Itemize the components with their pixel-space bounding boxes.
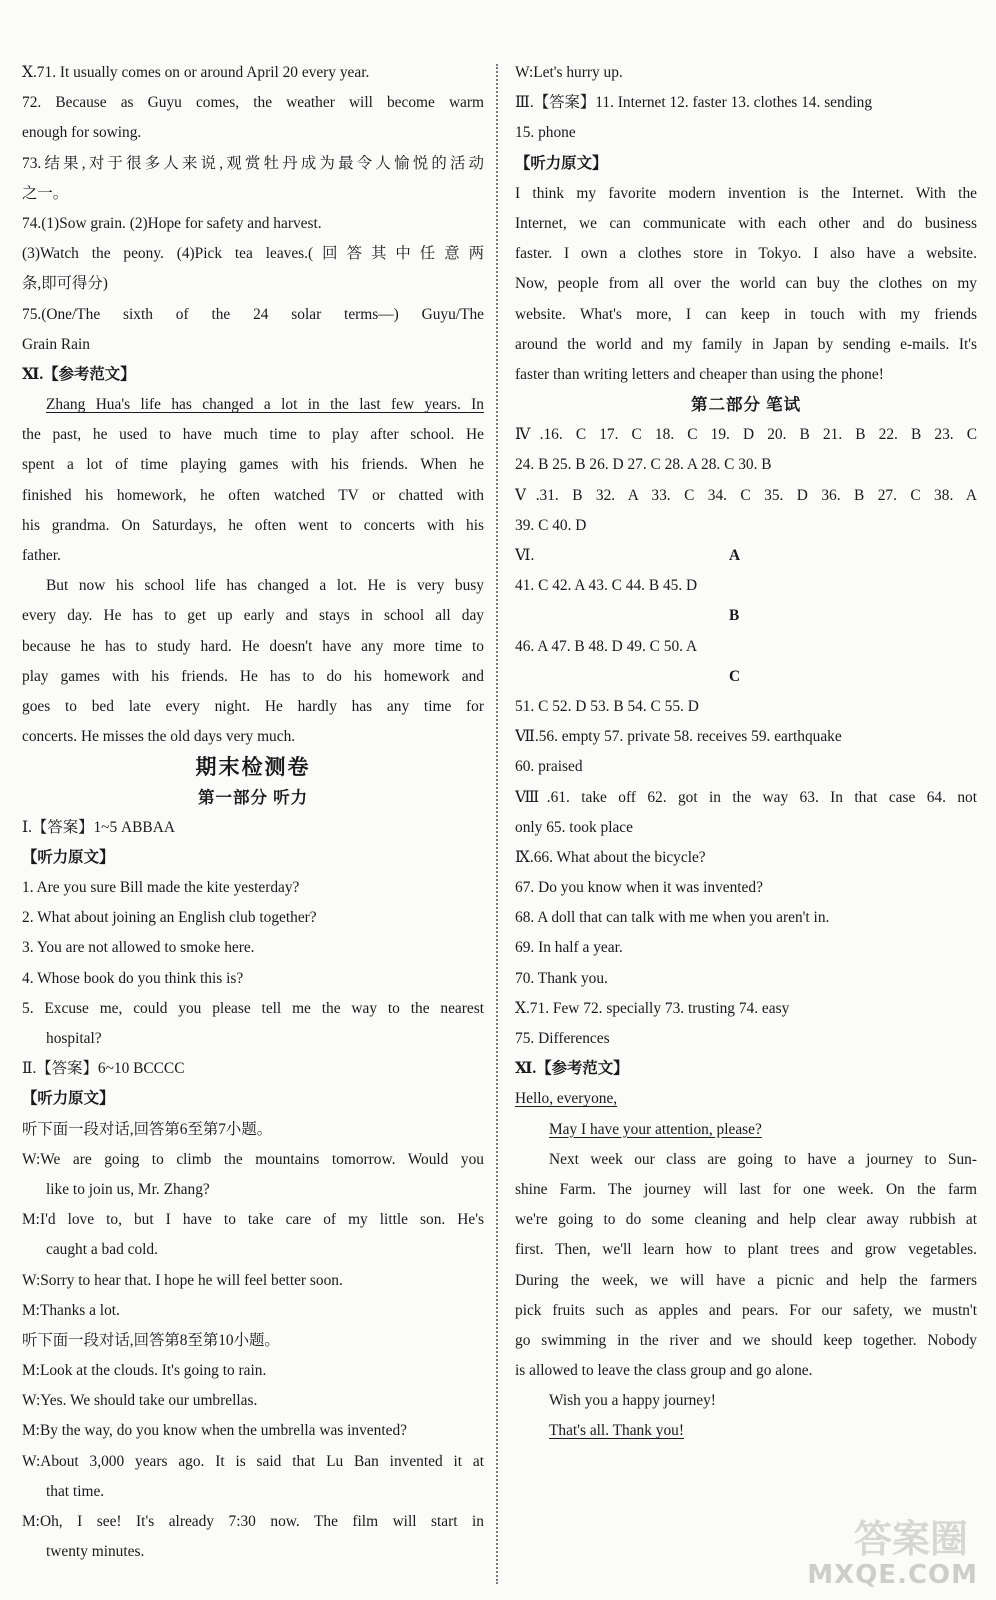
line-text: 24. B 25. B 26. D 27. C 28. A 28. C 30. B bbox=[515, 456, 772, 474]
text-line bbox=[515, 601, 977, 631]
line-text: 期末检测卷 bbox=[195, 755, 311, 780]
line-text: 70. Thank you. bbox=[515, 969, 608, 987]
line-text: 听下面一段对话,回答第8至第10小题。 bbox=[22, 1331, 280, 1349]
text-line bbox=[515, 390, 977, 420]
line-text: 41. C 42. A 43. C 44. B 45. D bbox=[515, 577, 698, 595]
line-text: 【听力原文】 bbox=[515, 154, 608, 172]
line-text: W:Yes. We should take our umbrellas. bbox=[22, 1392, 258, 1410]
text-line bbox=[22, 1145, 484, 1175]
line-text: play games with his friends. He has to do his homework and bbox=[22, 667, 484, 685]
subsection-letter: A bbox=[729, 547, 741, 564]
text-line bbox=[22, 239, 484, 269]
text-line bbox=[22, 450, 484, 480]
line-text: May I have your attention, please? bbox=[549, 1120, 762, 1138]
text-line bbox=[515, 662, 977, 692]
text-line bbox=[515, 360, 977, 390]
text-line bbox=[22, 1024, 484, 1054]
line-text: Now, people from all over the world can buy the clothes on my bbox=[515, 275, 977, 293]
text-line bbox=[515, 1296, 977, 1326]
text-line bbox=[22, 903, 484, 933]
subsection-letter: C bbox=[729, 667, 741, 685]
text-line bbox=[22, 722, 484, 752]
line-text: 75. Differences bbox=[515, 1030, 610, 1047]
line-text: W:We are going to climb the mountains tomorrow. Would you bbox=[22, 1150, 484, 1168]
text-line bbox=[22, 1386, 484, 1416]
line-text: (3)Watch the peony. (4)Pick tea leaves.(回答其中任意两 bbox=[22, 245, 484, 263]
line-text: 4. Whose book do you think this is? bbox=[22, 969, 244, 987]
line-text: W:Sorry to hear that. I hope he will feel better soon. bbox=[22, 1271, 343, 1289]
text-line bbox=[515, 783, 977, 813]
text-line bbox=[22, 1296, 484, 1326]
line-text: 51. C 52. D 53. B 54. C 55. D bbox=[515, 697, 699, 715]
text-line bbox=[22, 269, 484, 299]
line-text: like to join us, Mr. Zhang? bbox=[46, 1180, 210, 1198]
text-line bbox=[22, 843, 484, 873]
line-text: Ⅳ.16. C 17. C 18. C 19. D 20. B 21. B 22. B 23. C bbox=[515, 426, 977, 444]
line-text: Ⅹ.71. Few 72. specially 73. trusting 74. easy bbox=[515, 999, 790, 1017]
text-line bbox=[515, 239, 977, 269]
line-text: caught a bad cold. bbox=[46, 1241, 158, 1259]
line-text: 15. phone bbox=[515, 124, 576, 142]
line-text: Ⅶ.56. empty 57. private 58. receives 59. earthquake bbox=[515, 728, 842, 746]
line-text: That's all. Thank you! bbox=[549, 1422, 684, 1440]
line-text: M:Thanks a lot. bbox=[22, 1301, 120, 1319]
line-text: finished his homework, he often watched TV or chatted with bbox=[22, 486, 484, 504]
text-line bbox=[515, 269, 977, 299]
text-line bbox=[515, 209, 977, 239]
text-line bbox=[515, 933, 977, 963]
text-line bbox=[515, 1205, 977, 1235]
line-text: concerts. He misses the old days very much. bbox=[22, 728, 296, 746]
line-text: Internet, we can communicate with each other and do business bbox=[515, 214, 977, 232]
line-text: 39. C 40. D bbox=[515, 516, 587, 534]
line-text: M:Look at the clouds. It's going to rain. bbox=[22, 1362, 267, 1380]
text-line bbox=[22, 994, 484, 1024]
text-line bbox=[22, 541, 484, 571]
line-text: the past, he used to have much time to play after school. He bbox=[22, 426, 484, 444]
text-line bbox=[515, 118, 977, 148]
text-line bbox=[515, 813, 977, 843]
text-line bbox=[515, 632, 977, 662]
line-text: 1. Are you sure Bill made the kite yesterday? bbox=[22, 879, 300, 897]
line-text: 3. You are not allowed to smoke here. bbox=[22, 939, 255, 957]
text-line bbox=[22, 1115, 484, 1145]
line-text: Wish you a happy journey! bbox=[549, 1392, 716, 1410]
text-line bbox=[22, 1356, 484, 1386]
text-line bbox=[515, 1115, 977, 1145]
line-text: Ⅺ.【参考范文】 bbox=[515, 1060, 629, 1078]
text-line bbox=[22, 783, 484, 813]
text-line bbox=[515, 571, 977, 601]
text-line bbox=[22, 88, 484, 118]
line-text: 68. A doll that can talk with me when you aren't in. bbox=[515, 909, 830, 927]
text-line bbox=[22, 360, 484, 390]
line-text: 之一。 bbox=[22, 184, 69, 202]
line-text: Next week our class are going to have a journey to Sun- bbox=[549, 1150, 977, 1168]
text-line bbox=[515, 994, 977, 1024]
text-line bbox=[515, 511, 977, 541]
text-line bbox=[22, 300, 484, 330]
line-text: every day. He has to get up early and stays in school all day bbox=[22, 607, 484, 625]
line-text: goes to bed late every night. He hardly has any time for bbox=[22, 697, 484, 715]
text-line bbox=[515, 1266, 977, 1296]
line-text: 67. Do you know when it was invented? bbox=[515, 879, 763, 897]
line-text: Ⅱ.【答案】6~10 BCCCC bbox=[22, 1060, 185, 1078]
text-line bbox=[515, 1386, 977, 1416]
text-line bbox=[515, 873, 977, 903]
text-line bbox=[515, 300, 977, 330]
text-line bbox=[515, 330, 977, 360]
text-line bbox=[515, 541, 977, 571]
text-line bbox=[22, 813, 484, 843]
text-line bbox=[22, 118, 484, 148]
line-text: 5. Excuse me, could you please tell me the way to the nearest bbox=[22, 999, 484, 1017]
text-line bbox=[22, 1507, 484, 1537]
line-text: 【听力原文】 bbox=[22, 1090, 115, 1108]
text-line bbox=[22, 1326, 484, 1356]
text-line bbox=[22, 632, 484, 662]
line-text: that time. bbox=[46, 1482, 105, 1500]
line-text: twenty minutes. bbox=[46, 1543, 145, 1561]
line-text: only 65. took place bbox=[515, 818, 633, 836]
right-column bbox=[515, 58, 977, 1447]
line-text: go swimming in the river and we should keep together. Nobody bbox=[515, 1331, 977, 1349]
line-text: W:Let's hurry up. bbox=[515, 64, 623, 81]
line-text: Ⅴ.31. B 32. A 33. C 34. C 35. D 36. B 27. C 38. A bbox=[515, 486, 977, 504]
line-text: Zhang Hua's life has changed a lot in the last few years. In bbox=[46, 396, 484, 414]
text-line bbox=[515, 1024, 977, 1054]
text-line bbox=[22, 1416, 484, 1446]
text-line bbox=[22, 390, 484, 420]
text-line bbox=[515, 58, 977, 88]
line-text: 75.(One/The sixth of the 24 solar terms—) Guyu/The bbox=[22, 305, 484, 323]
line-text: Hello, everyone, bbox=[515, 1090, 618, 1108]
text-line bbox=[22, 1084, 484, 1114]
line-text: Ⅹ.71. It usually comes on or around April 20 every year. bbox=[22, 64, 370, 81]
line-text: W:About 3,000 years ago. It is said that Lu Ban invented it at bbox=[22, 1452, 484, 1470]
text-line bbox=[515, 481, 977, 511]
text-line bbox=[22, 1447, 484, 1477]
line-text: is allowed to leave the class group and go alone. bbox=[515, 1362, 813, 1380]
line-text: Ⅰ.【答案】1~5 ABBAA bbox=[22, 818, 175, 836]
line-text: father. bbox=[22, 547, 61, 564]
text-line bbox=[22, 692, 484, 722]
text-line bbox=[515, 964, 977, 994]
line-text: around the world and my family in Japan by sending e-mails. It's bbox=[515, 335, 977, 353]
line-text: Ⅵ. bbox=[515, 547, 535, 564]
line-text: pick fruits such as apples and pears. For our safety, we mustn't bbox=[515, 1301, 977, 1319]
line-text: 【听力原文】 bbox=[22, 848, 115, 866]
text-line bbox=[515, 1416, 977, 1446]
text-line bbox=[515, 450, 977, 480]
line-text: 2. What about joining an English club together? bbox=[22, 909, 317, 927]
line-text: hospital? bbox=[46, 1030, 102, 1047]
text-line bbox=[22, 179, 484, 209]
text-line bbox=[515, 1326, 977, 1356]
line-text: faster than writing letters and cheaper than using the phone! bbox=[515, 365, 884, 383]
line-text: 第二部分 笔试 bbox=[690, 395, 802, 415]
subsection-letter: B bbox=[729, 607, 740, 625]
line-text: website. What's more, I can keep in touch with my friends bbox=[515, 305, 977, 323]
line-text: 第一部分 听力 bbox=[197, 787, 309, 807]
text-line bbox=[22, 420, 484, 450]
line-text: M:I'd love to, but I have to take care of my little son. He's bbox=[22, 1211, 484, 1229]
text-line bbox=[22, 571, 484, 601]
line-text: shine Farm. The journey will last for one week. On the farm bbox=[515, 1180, 977, 1198]
line-text: Ⅸ.66. What about the bicycle? bbox=[515, 848, 706, 866]
line-text: Grain Rain bbox=[22, 335, 90, 353]
text-line bbox=[22, 1266, 484, 1296]
line-text: 46. A 47. B 48. D 49. C 50. A bbox=[515, 637, 698, 655]
text-line bbox=[22, 511, 484, 541]
text-line bbox=[22, 964, 484, 994]
text-line bbox=[22, 1537, 484, 1567]
text-line bbox=[515, 1145, 977, 1175]
text-line bbox=[22, 481, 484, 511]
line-text: 72. Because as Guyu comes, the weather will become warm bbox=[22, 94, 484, 112]
line-text: because he has to study hard. He doesn't have any more time to bbox=[22, 637, 484, 655]
text-line bbox=[515, 843, 977, 873]
text-line bbox=[22, 1205, 484, 1235]
text-line bbox=[515, 1084, 977, 1114]
line-text: first. Then, we'll learn how to plant trees and grow vegetables. bbox=[515, 1241, 977, 1259]
text-line bbox=[515, 1356, 977, 1386]
line-text: his grandma. On Saturdays, he often went to concerts with his bbox=[22, 516, 484, 534]
line-text: 69. In half a year. bbox=[515, 939, 623, 957]
text-line bbox=[22, 209, 484, 239]
line-text: M:By the way, do you know when the umbrella was invented? bbox=[22, 1422, 407, 1440]
text-line bbox=[22, 601, 484, 631]
text-line bbox=[22, 1054, 484, 1084]
text-line bbox=[515, 1175, 977, 1205]
text-line bbox=[22, 873, 484, 903]
line-text: 听下面一段对话,回答第6至第7小题。 bbox=[22, 1120, 273, 1138]
text-line bbox=[515, 903, 977, 933]
text-line bbox=[515, 1054, 977, 1084]
left-column bbox=[22, 58, 484, 1567]
text-line bbox=[515, 692, 977, 722]
text-line bbox=[515, 88, 977, 118]
text-line bbox=[515, 420, 977, 450]
watermark-site-text: MXQE.COM bbox=[807, 1560, 978, 1590]
line-text: 60. praised bbox=[515, 758, 583, 776]
watermark-logo bbox=[778, 1508, 978, 1590]
text-line bbox=[22, 933, 484, 963]
line-text: During the week, we will have a picnic and help the farmers bbox=[515, 1271, 977, 1289]
text-line bbox=[22, 662, 484, 692]
line-text: 条,即可得分) bbox=[22, 275, 108, 293]
watermark-logo-text: 答案圈 bbox=[853, 1517, 968, 1561]
line-text: Ⅲ.【答案】11. Internet 12. faster 13. clothes 14. sending bbox=[515, 94, 873, 112]
line-text: we're going to do some cleaning and help clear away rubbish at bbox=[515, 1211, 977, 1229]
text-line bbox=[515, 752, 977, 782]
line-text: 73.结果,对于很多人来说,观赏牡丹成为最令人愉悦的活动 bbox=[22, 154, 484, 172]
text-line bbox=[515, 722, 977, 752]
text-line bbox=[22, 149, 484, 179]
text-line bbox=[22, 1235, 484, 1265]
line-text: Ⅺ.【参考范文】 bbox=[22, 365, 136, 383]
text-line bbox=[22, 330, 484, 360]
text-line bbox=[22, 752, 484, 782]
line-text: enough for sowing. bbox=[22, 124, 142, 142]
text-line bbox=[22, 1175, 484, 1205]
line-text: Ⅷ.61. take off 62. got in the way 63. In that case 64. not bbox=[515, 788, 977, 806]
line-text: M:Oh, I see! It's already 7:30 now. The film will start in bbox=[22, 1513, 484, 1530]
text-line bbox=[22, 1477, 484, 1507]
line-text: spent a lot of time playing games with his friends. When he bbox=[22, 456, 484, 474]
line-text: I think my favorite modern invention is the Internet. With the bbox=[515, 184, 977, 202]
line-text: faster. I own a clothes store in Tokyo. I also have a website. bbox=[515, 245, 977, 263]
text-line bbox=[22, 58, 484, 88]
text-line bbox=[515, 149, 977, 179]
line-text: But now his school life has changed a lot. He is very busy bbox=[46, 577, 484, 595]
line-text: 74.(1)Sow grain. (2)Hope for safety and harvest. bbox=[22, 214, 322, 232]
text-line bbox=[515, 179, 977, 209]
text-line bbox=[515, 1235, 977, 1265]
column-divider bbox=[496, 64, 498, 1584]
